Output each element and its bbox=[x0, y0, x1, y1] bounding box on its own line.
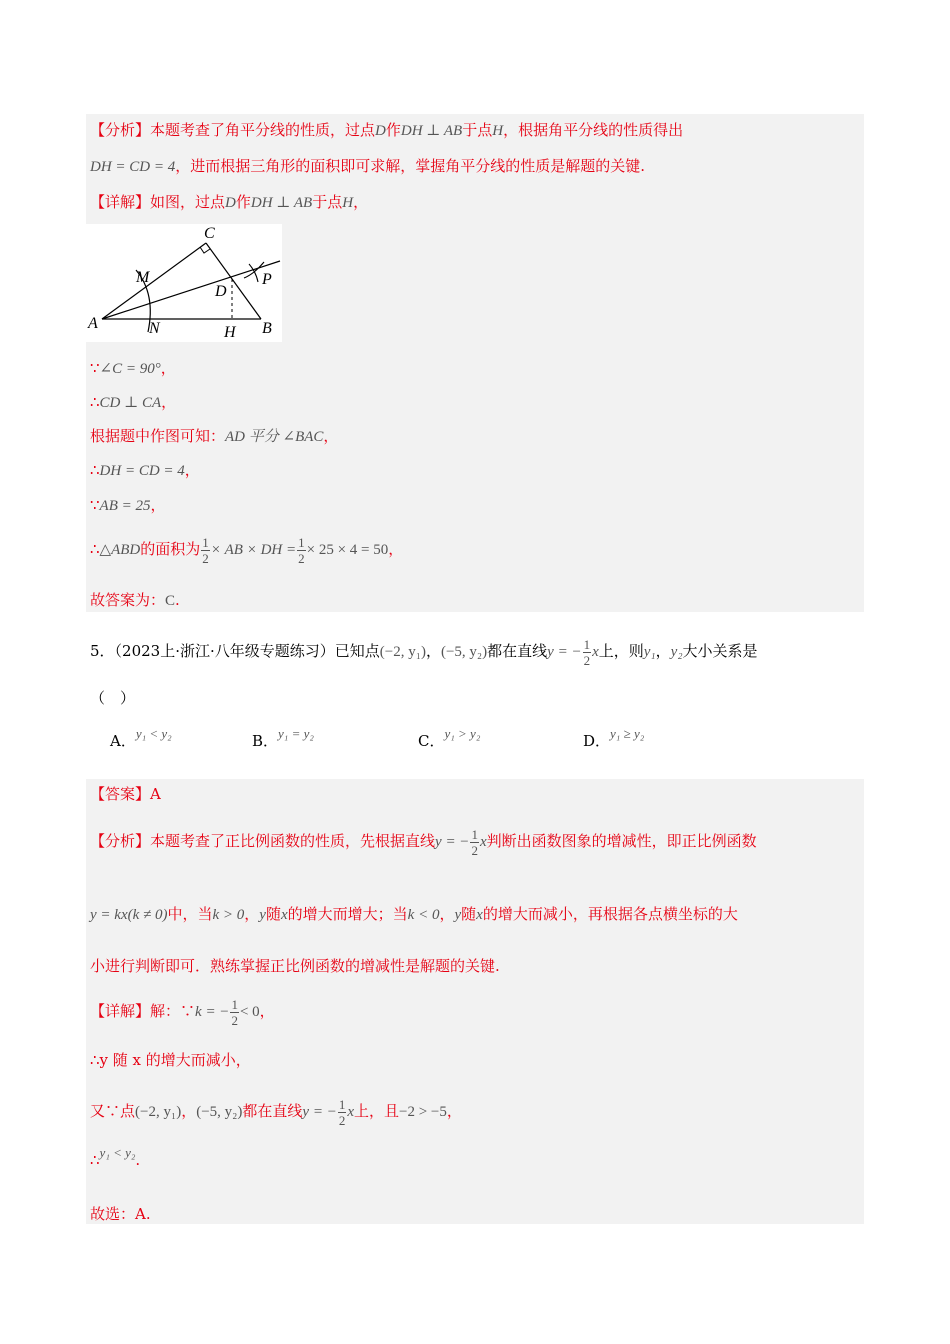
triangle-figure bbox=[86, 224, 282, 342]
analysis-tag: 【分析】 bbox=[90, 121, 151, 139]
detail-tag: 【详解】 bbox=[90, 1002, 151, 1020]
fraction-half: $\frac{1}{2}$ bbox=[338, 1096, 346, 1128]
question-number: 5． bbox=[90, 642, 115, 660]
sol5-detail-line-2: ∴y 随 x 的增大而减小， bbox=[90, 1051, 251, 1069]
sol4-step-4: ∴DH = CD = 4， bbox=[90, 461, 200, 479]
sol4-step-2: ∴CD ⊥ CA， bbox=[90, 393, 177, 411]
answer-tag: 【答案】 bbox=[90, 785, 151, 803]
sol4-detail-line-1: 【详解】如图，过点D作DH ⊥ AB于点H， bbox=[90, 193, 369, 211]
sol4-step-3: 根据题中作图可知：AD 平分 ∠BAC， bbox=[90, 427, 339, 445]
fraction-half: $\frac{1}{2}$ bbox=[583, 636, 591, 668]
fraction-half: $\frac{1}{2}$ bbox=[298, 534, 305, 566]
label-N: N bbox=[149, 320, 160, 337]
option-d[interactable]: D．y₁ ≥ y₂ bbox=[583, 726, 645, 750]
sol4-step-1: ∵∠C = 90°， bbox=[90, 359, 176, 377]
option-c[interactable]: C．y₁ > y₂ bbox=[418, 726, 481, 750]
question-5-stem: 5．（2023上·浙江·八年级专题练习）已知点(−2, y₁)，(−5, y₂)都在直线y = − $\frac{1}{2}$ x上，则y₁，y₂大小关系是 bbox=[90, 636, 758, 668]
fraction-half: $\frac{1}{2}$ bbox=[471, 826, 478, 858]
sol4-analysis-line-1: 【分析】本题考查了角平分线的性质，过点D作DH ⊥ AB于点H，根据角平分线的性质得出 bbox=[90, 121, 684, 139]
label-D: D bbox=[215, 283, 227, 300]
option-b[interactable]: B．y₁ = y₂ bbox=[252, 726, 314, 750]
sol5-final: 故选：A. bbox=[90, 1205, 151, 1223]
sol5-analysis-line-2: y = kx(k ≠ 0)中，当k > 0，y随x的增大而增大；当k < 0，y随x的增大而减小，再根据各点横坐标的大 bbox=[90, 905, 738, 923]
fraction-half: $\frac{1}{2}$ bbox=[202, 534, 209, 566]
label-B: B bbox=[262, 320, 272, 337]
sol5-answer: 【答案】A bbox=[90, 785, 161, 803]
label-A: A bbox=[88, 315, 98, 332]
label-C: C bbox=[204, 225, 215, 242]
sol4-answer: 故答案为：C. bbox=[90, 591, 180, 609]
label-P: P bbox=[262, 271, 272, 288]
analysis-tag: 【分析】 bbox=[90, 832, 151, 850]
sol4-step-6: ∴△ABD的面积为 $\frac{1}{2}$ × AB × DH = $\frac{1}{2}$ × 25 × 4 = 50， bbox=[90, 534, 404, 566]
sol4-analysis-line-2: DH = CD = 4，进而根据三角形的面积即可求解，掌握角平分线的性质是解题的关键. bbox=[90, 157, 646, 175]
question-5-paren: （ ） bbox=[90, 689, 136, 707]
sol5-detail-line-4: ∴y₁ < y₂. bbox=[90, 1145, 141, 1169]
detail-tag: 【详解】 bbox=[90, 193, 151, 211]
label-H: H bbox=[224, 324, 236, 341]
fraction-half: $\frac{1}{2}$ bbox=[231, 996, 238, 1028]
sol5-analysis-line-3: 小进行判断即可．熟练掌握正比例函数的增减性是解题的关键. bbox=[90, 957, 500, 975]
label-M: M bbox=[136, 269, 150, 286]
sol5-detail-line-1: 【详解】解：∵k = − $\frac{1}{2}$ < 0， bbox=[90, 996, 275, 1028]
sol4-step-5: ∵AB = 25， bbox=[90, 496, 166, 514]
option-a[interactable]: A．y₁ < y₂ bbox=[110, 726, 172, 750]
sol5-detail-line-3: 又∵点(−2, y₁)，(−5, y₂)都在直线y = − $\frac{1}{2}$ x上，且−2 > −5， bbox=[90, 1096, 462, 1128]
sol5-analysis-line-1: 【分析】本题考查了正比例函数的性质，先根据直线y = − $\frac{1}{2}$ x判断出函数图象的增减性，即正比例函数 bbox=[90, 826, 757, 858]
